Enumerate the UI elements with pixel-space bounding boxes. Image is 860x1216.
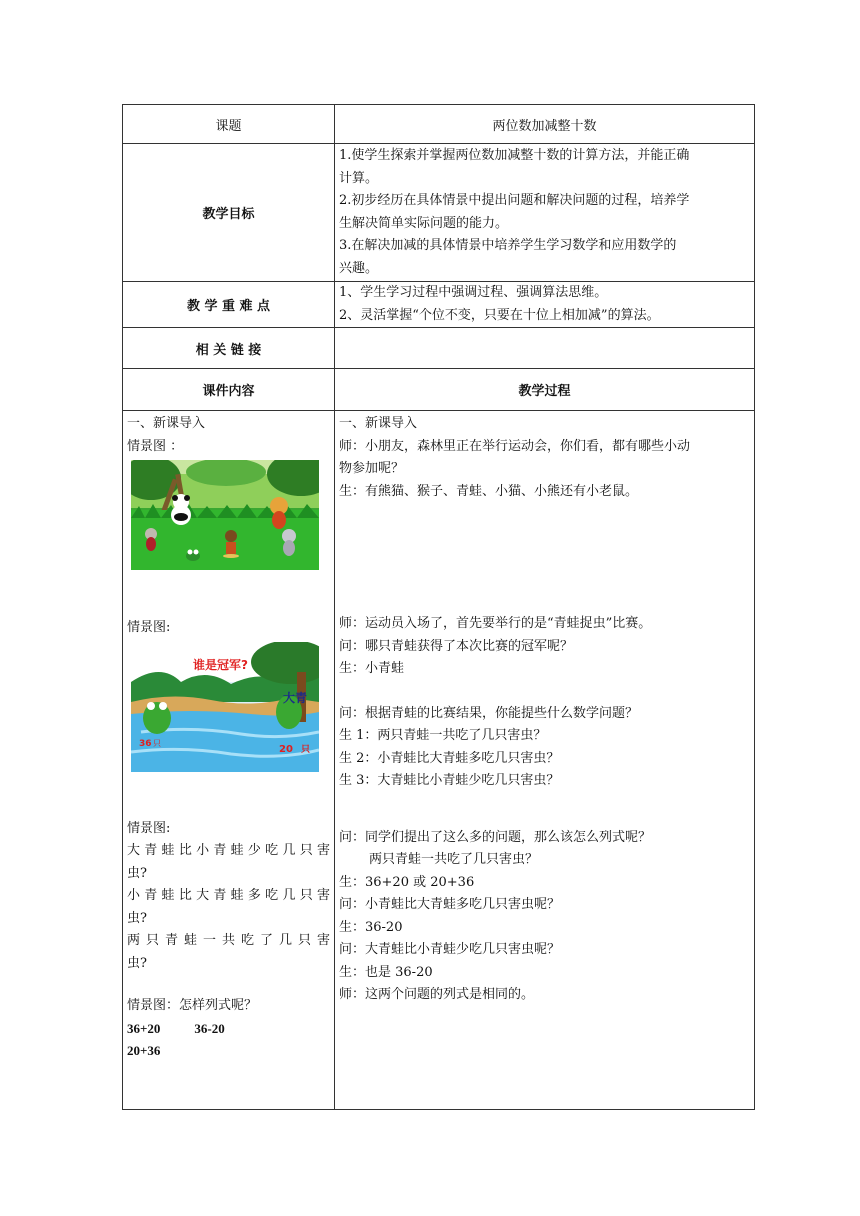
process-line: 两只青蛙一共吃了几只害虫？ [369,852,539,867]
links-value [335,328,755,369]
process-line: 生 1：两只青蛙一共吃了几只害虫？ [339,728,547,743]
scene1-label: 情景图 ： [127,438,184,454]
key-points-label: 教 学 重 难 点 [123,282,335,328]
question-line: 虫? [127,865,147,881]
process-line: 生：36-20 [339,919,403,935]
process-line: 生：也是 36-20 [339,964,433,980]
row-goals [123,144,755,282]
process-line: 生：有熊猫、猴子、青蛙、小猫、小熊还有小老鼠。 [339,483,639,499]
scene2-label: 情景图: [127,620,171,635]
frog-race-scene-image [131,642,319,772]
left-frog-count: 36 [139,738,152,749]
key-point-line: 1、学生学习过程中强调过程、强调算法思维。 [339,285,608,300]
scene4-label: 情景图：怎样列式呢？ [127,998,258,1013]
forest-sports-scene-image [131,460,319,570]
question-line: 虫? [127,910,147,926]
goal-line: 兴趣。 [339,260,379,276]
process-line: 生 2：小青蛙比大青蛙多吃几只害虫？ [339,750,560,766]
expression: 20+36 [127,1043,161,1058]
goals-content [335,144,755,282]
process-line: 师：运动员入场了，首先要举行的是“青蛙捉虫”比赛。 [339,616,652,631]
scene3-label: 情景图: [127,820,171,836]
right-frog-count: 20 [279,743,293,755]
right-frog-unit: 只 [301,744,311,755]
left-frog-unit: 只 [153,738,161,748]
race-title-text: 谁是冠军? [193,657,248,672]
row-key-points [123,282,755,328]
process-content [335,411,755,1110]
process-line: 生 3：大青蛙比小青蛙少吃几只害虫？ [339,773,560,788]
goal-line: 3.在解决加减的具体情景中培养学生学习数学和应用数学的 [339,238,677,253]
question-line: 大青蛙比小青蛙少吃几只害 [127,843,330,858]
row-topic [123,105,755,144]
key-point-line: 2、灵活掌握“个位不变，只要在十位上相加减”的算法。 [339,307,660,323]
process-line: 生：36+20 或 20+36 [339,874,475,890]
process-line: 师：这两个问题的列式是相同的。 [339,987,535,1002]
process-line: 问：大青蛙比小青蛙少吃几只害虫呢？ [339,942,561,957]
courseware-content [123,411,335,1110]
process-line: 生：小青蛙 [339,661,405,676]
process-line: 物参加呢？ [339,461,405,476]
row-section-headers [123,369,755,411]
process-line: 一、新课导入 [339,416,418,431]
expression: 36-20 [194,1020,225,1036]
courseware-header: 课件内容 [123,369,335,411]
row-content [123,411,755,1110]
left-intro: 一、新课导入 [127,416,206,431]
goal-line: 1.使学生探索并掌握两位数加减整十数的计算方法，并能正确 [339,148,690,163]
process-header: 教学过程 [335,369,755,411]
question-line: 小青蛙比大青蛙多吃几只害 [127,888,330,903]
big-frog-sign: 大青 [283,690,308,705]
goals-label: 教学目标 [123,144,335,282]
key-points-content [335,282,755,328]
process-line: 问：根据青蛙的比赛结果，你能提些什么数学问题？ [339,705,639,721]
process-line: 问：同学们提出了这么多的问题，那么该怎么列式呢？ [339,829,652,845]
process-line: 师：小朋友，森林里正在举行运动会，你们看，都有哪些小动 [339,438,691,454]
topic-value: 两位数加减整十数 [335,105,755,144]
goal-line: 生解决简单实际问题的能力。 [339,215,509,231]
process-line: 问：哪只青蛙获得了本次比赛的冠军呢？ [339,638,574,654]
goal-line: 计算。 [339,170,379,186]
row-links [123,328,755,369]
topic-label: 课题 [123,105,335,144]
question-line: 虫? [127,955,147,971]
links-label: 相 关 链 接 [123,328,335,369]
lesson-plan-table [122,104,755,1110]
expression: 36+20 [127,1020,161,1036]
question-line: 两只青蛙一共吃了几只害 [127,933,330,948]
goal-line: 2.初步经历在具体情景中提出问题和解决问题的过程，培养学 [339,193,690,208]
process-line: 问：小青蛙比大青蛙多吃几只害虫呢？ [339,897,561,912]
expressions-line [127,1018,330,1041]
